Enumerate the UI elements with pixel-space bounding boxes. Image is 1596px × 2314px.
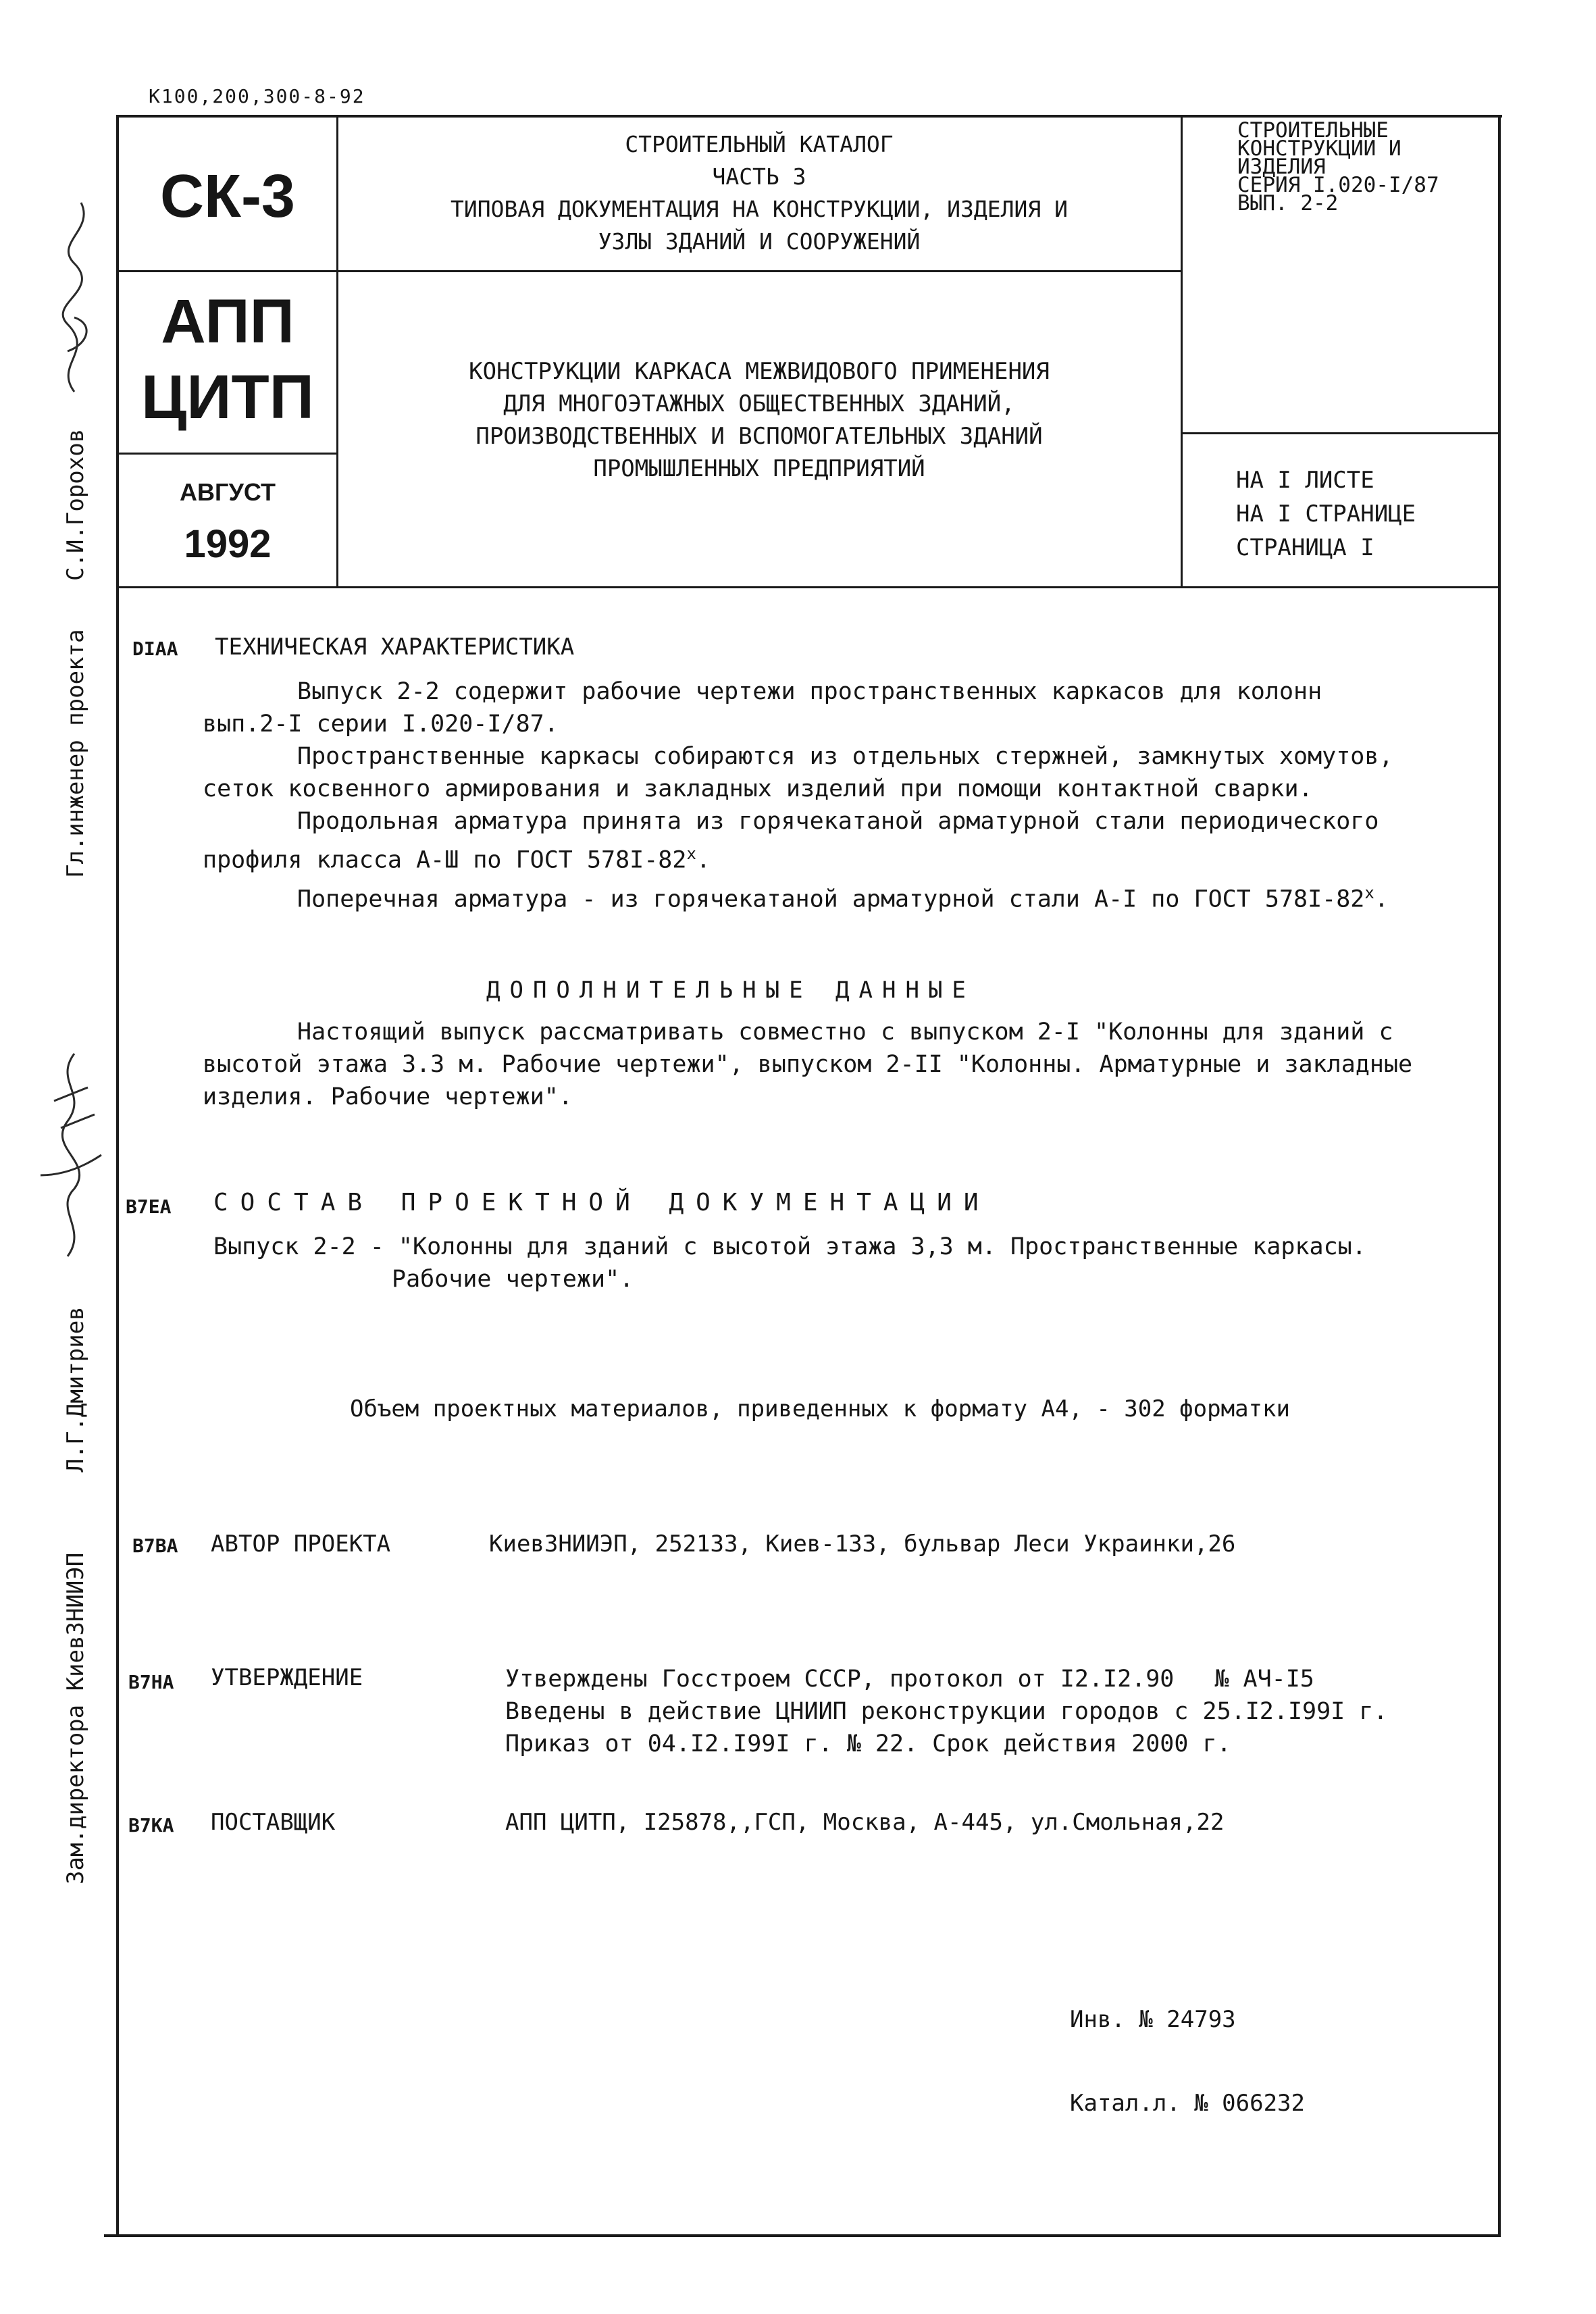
category-block: СТРОИТЕЛЬНЫЕ КОНСТРУКЦИИ И ИЗДЕЛИЯ СЕРИЯ I.020-I/87 ВЫП. 2-2 (1237, 118, 1439, 215)
volume-statement: Объем проектных материалов, приведенных к формату А4, - 302 форматки (350, 1395, 1290, 1422)
inventory-number: Инв. № 24793 (1070, 2006, 1236, 2033)
signature-dmitriev (14, 1040, 115, 1270)
author-value: КиевЗНИИЭП, 252133, Киев-133, бульвар Леси Украинки,26 (489, 1531, 1236, 1558)
document-title: КОНСТРУКЦИИ КАРКАСА МЕЖВИДОВОГО ПРИМЕНЕНИЯ ДЛЯ МНОГОЭТАЖНЫХ ОБЩЕСТВЕННЫХ ЗДАНИЙ, ПРОИЗВОДСТВЕННЫХ И ВСПОМОГАТЕЛЬНЫХ ЗДАНИЙ ПРОМЫШЛЕННЫХ ПРЕДПРИЯТИЙ (469, 358, 1050, 482)
author-label: АВТОР ПРОЕКТА (211, 1531, 391, 1558)
signatory-name-2: Л.Г.Дмитриев (62, 1306, 89, 1472)
approval-body: Утверждены Госстроем СССР, протокол от I2.I2.90 № АЧ-I5 Введены в действие ЦНИИП реконструкции городов с 25.I2.I99I г. Приказ от 04.I2.I99I г. № 22. Срок действия 2000 г. (505, 1666, 1388, 1757)
catalog-sheet-number: Катал.л. № 066232 (1070, 2090, 1305, 2117)
signatory-name-1: С.И.Горохов (62, 428, 89, 581)
composition-heading: СОСТАВ ПРОЕКТНОЙ ДОКУМЕНТАЦИИ (213, 1189, 991, 1216)
signature-gorokhov (27, 189, 115, 398)
tech-heading: ТЕХНИЧЕСКАЯ ХАРАКТЕРИСТИКА (215, 634, 575, 661)
section-code-author: B7BA (132, 1535, 178, 1557)
section-code-supplier: B7KA (128, 1814, 174, 1836)
approval-label: УТВЕРЖДЕНИЕ (211, 1664, 363, 1691)
signatory-role-2: Зам.директора КиевЗНИИЭП (62, 1552, 89, 1884)
supplier-value: АПП ЦИТП, I25878,,ГСП, Москва, А-445, ул.Смольная,22 (505, 1809, 1225, 1836)
catalog-title: СТРОИТЕЛЬНЫЙ КАТАЛОГ ЧАСТЬ 3 ТИПОВАЯ ДОКУМЕНТАЦИЯ НА КОНСТРУКЦИИ, ИЗДЕЛИЯ И УЗЛЫ ЗДАНИЙ И СООРУЖЕНИЙ (451, 131, 1068, 255)
tech-body: Выпуск 2-2 содержит рабочие чертежи пространственных каркасов для колонн вып.2-I серии I.020-I/87. Пространственные каркасы собираются из отдельных стержней, замкнутых хомутов, сеток косвенного армирования и закладных изделий при помощи контактной сварки. Продольная арматура принята из горячекатаной арматурной стали периодического профиля класса А-Ш по ГОСТ 578I-82$^x$. Поперечная арматура - из горячекатаной арматурной стали А-I по ГОСТ 578I-82$^x$. (203, 678, 1393, 913)
additional-body: Настоящий выпуск рассматривать совместно с выпуском 2-I "Колонны для зданий с высотой этажа 3.3 м. Рабочие чертежи", выпуском 2-II "Колонны. Арматурные и закладные изделия. Рабочие чертежи". (203, 1019, 1413, 1110)
issue-month: АВГУСТ (180, 478, 276, 506)
section-code-tech: DIAA (132, 638, 178, 660)
composition-body: Выпуск 2-2 - "Колонны для зданий с высотой этажа 3,3 м. Пространственные каркасы. Рабочие чертежи". (213, 1233, 1366, 1293)
organization-logo: АПП ЦИТП (141, 287, 314, 432)
section-code-composition: B7EA (126, 1195, 172, 1218)
signatory-role-1: Гл.инженер проекта (62, 629, 89, 878)
supplier-label: ПОСТАВЩИК (211, 1809, 336, 1836)
issue-year: 1992 (184, 522, 272, 566)
sheet-info: НА I ЛИСТЕ НА I СТРАНИЦЕ СТРАНИЦА I (1236, 467, 1416, 561)
series-mark: СК-3 (160, 163, 295, 230)
document-code: К100,200,300-8-92 (149, 85, 365, 107)
additional-heading: ДОПОЛНИТЕЛЬНЫЕ ДАННЫЕ (486, 977, 975, 1004)
section-code-approval: B7HA (128, 1671, 174, 1693)
